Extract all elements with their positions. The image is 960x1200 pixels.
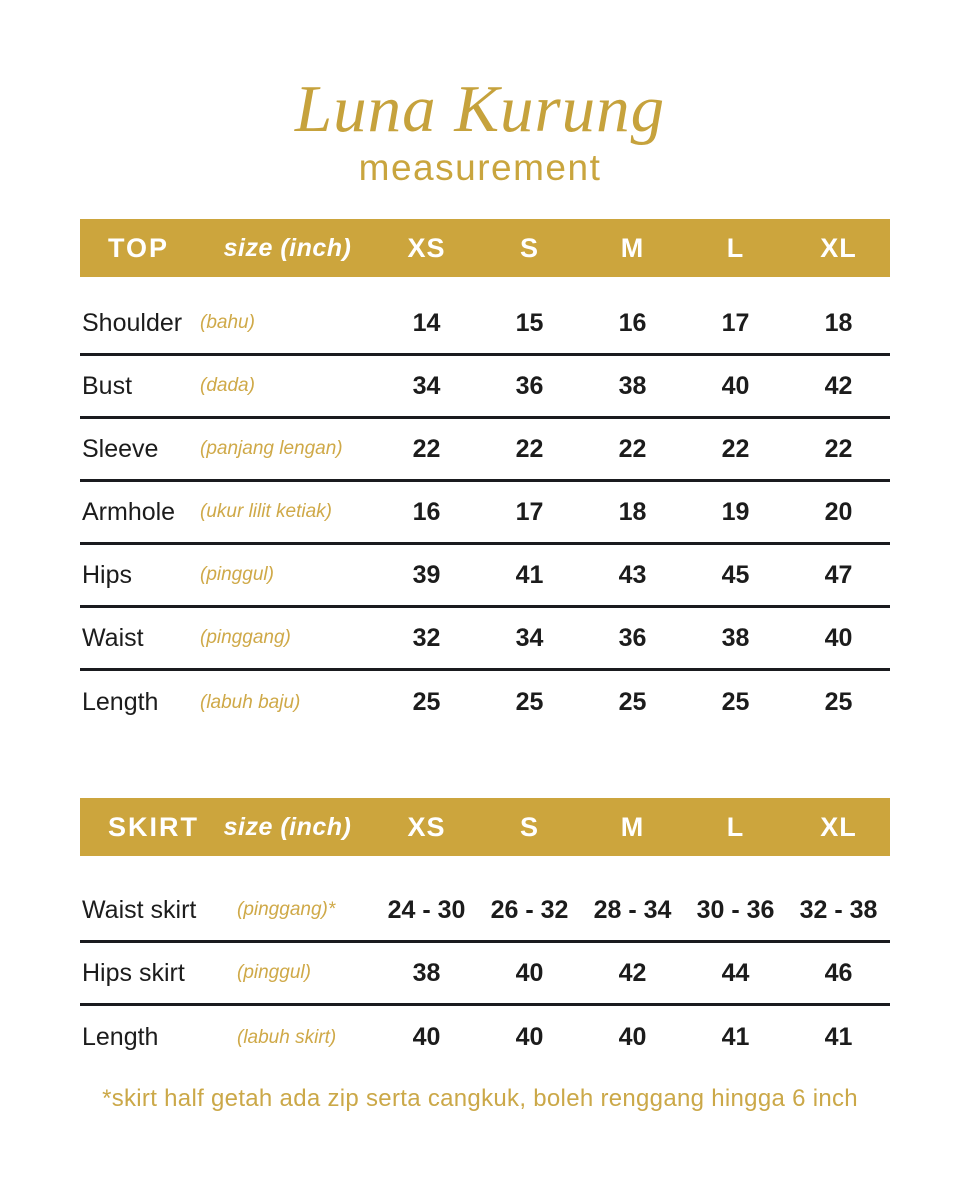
size-value: 18 [618, 497, 647, 526]
measurement-label: Waist skirt [82, 895, 197, 924]
measurement-translation: (panjang lengan) [200, 438, 343, 459]
size-value: 19 [721, 497, 750, 526]
table-row-waist [80, 608, 890, 671]
size-value: 39 [412, 560, 441, 589]
size-value: 42 [618, 958, 647, 987]
size-header-xl: XL [820, 232, 857, 263]
size-header-s: S [519, 811, 539, 842]
table-row-sleeve [80, 419, 890, 482]
measurement-label: Length [82, 1023, 159, 1051]
title-block [0, 0, 960, 189]
size-value: 40 [721, 371, 750, 400]
skirt-table-rows [80, 856, 890, 1069]
size-value: 46 [824, 958, 853, 987]
measurement-translation: (ukur lilit ketiak) [200, 501, 332, 522]
size-value: 38 [618, 371, 647, 400]
size-value: 38 [721, 623, 750, 652]
size-value: 14 [412, 308, 441, 337]
table-row-bust [80, 356, 890, 419]
size-value: 34 [412, 371, 441, 400]
skirt-footnote: *skirt half getah ada zip serta cangkuk, boleh renggang hingga 6 inch [102, 1085, 858, 1112]
category-label: TOP [108, 232, 170, 263]
size-value: 38 [412, 958, 441, 987]
measurement-translation: (pinggang) [200, 627, 291, 648]
table-row-length-skirt [80, 1006, 890, 1069]
size-value: 22 [515, 434, 544, 463]
page-subtitle: measurement [358, 147, 602, 188]
size-value: 40 [515, 958, 544, 987]
brand-title: Luna Kurung [294, 72, 666, 146]
size-value: 22 [618, 434, 647, 463]
measurement-label: Hips skirt [82, 958, 185, 987]
size-value: 40 [618, 1023, 647, 1051]
size-value: 18 [824, 308, 853, 337]
size-value: 25 [618, 688, 647, 716]
unit-label: size (inch) [223, 812, 352, 841]
size-value: 24 - 30 [387, 895, 466, 924]
size-value: 41 [721, 1023, 750, 1051]
measurement-translation: (labuh skirt) [237, 1026, 337, 1048]
size-value: 16 [618, 308, 647, 337]
measurement-translation: (bahu) [200, 312, 255, 333]
size-value: 32 [412, 623, 441, 652]
measurement-label: Waist [82, 623, 144, 652]
size-value: 20 [824, 497, 853, 526]
size-value: 44 [721, 958, 750, 987]
size-header-xl: XL [820, 811, 857, 842]
size-header-xs: XS [407, 811, 446, 842]
measurement-label: Armhole [82, 497, 176, 526]
table-row-hips-skirt [80, 943, 890, 1006]
size-value: 47 [824, 560, 853, 589]
table-row-shoulder [80, 293, 890, 356]
size-value: 41 [824, 1023, 853, 1051]
size-value: 36 [515, 371, 544, 400]
measurement-translation: (labuh baju) [200, 691, 301, 713]
size-header-s: S [519, 232, 539, 263]
size-header-m: M [620, 232, 645, 263]
size-value: 22 [412, 434, 441, 463]
size-value: 26 - 32 [490, 895, 569, 924]
measurement-label: Shoulder [82, 308, 183, 337]
top-size-table [80, 219, 890, 734]
size-value: 30 - 36 [696, 895, 775, 924]
size-value: 25 [721, 688, 750, 716]
unit-label: size (inch) [223, 233, 352, 262]
size-value: 40 [412, 1023, 441, 1051]
measurement-translation: (dada) [200, 375, 255, 396]
size-value: 43 [618, 560, 647, 589]
measurement-label: Hips [82, 560, 133, 589]
category-label: SKIRT [108, 811, 199, 842]
size-value: 22 [721, 434, 750, 463]
size-value: 25 [515, 688, 544, 716]
size-value: 22 [824, 434, 853, 463]
skirt-size-table [80, 798, 890, 1069]
size-value: 15 [515, 308, 544, 337]
size-value: 34 [515, 623, 544, 652]
measurement-label: Length [82, 688, 159, 716]
size-header-m: M [620, 811, 645, 842]
table-row-armhole [80, 482, 890, 545]
top-table-rows [80, 277, 890, 734]
table-row-hips [80, 545, 890, 608]
table-row-length-top [80, 671, 890, 734]
measurement-label: Sleeve [82, 434, 159, 463]
size-value: 36 [618, 623, 647, 652]
measurement-translation: (pinggul) [200, 564, 274, 585]
measurement-label: Bust [82, 371, 133, 400]
size-header-l: L [726, 232, 745, 263]
size-value: 32 - 38 [799, 895, 878, 924]
size-value: 45 [721, 560, 750, 589]
table-row-waist-skirt [80, 880, 890, 943]
skirt-table-header [80, 798, 890, 856]
size-value: 17 [515, 497, 544, 526]
measurement-translation: (pinggul) [237, 962, 311, 983]
size-value: 41 [515, 560, 544, 589]
size-header-xs: XS [407, 232, 446, 263]
measurement-translation: (pinggang)* [237, 899, 336, 920]
size-value: 16 [412, 497, 441, 526]
size-value: 25 [412, 688, 441, 716]
top-table-header [80, 219, 890, 277]
size-value: 28 - 34 [593, 895, 672, 924]
size-header-l: L [726, 811, 745, 842]
size-value: 40 [515, 1023, 544, 1051]
size-value: 42 [824, 371, 853, 400]
size-value: 25 [824, 688, 853, 716]
size-value: 17 [721, 308, 750, 337]
size-value: 40 [824, 623, 853, 652]
